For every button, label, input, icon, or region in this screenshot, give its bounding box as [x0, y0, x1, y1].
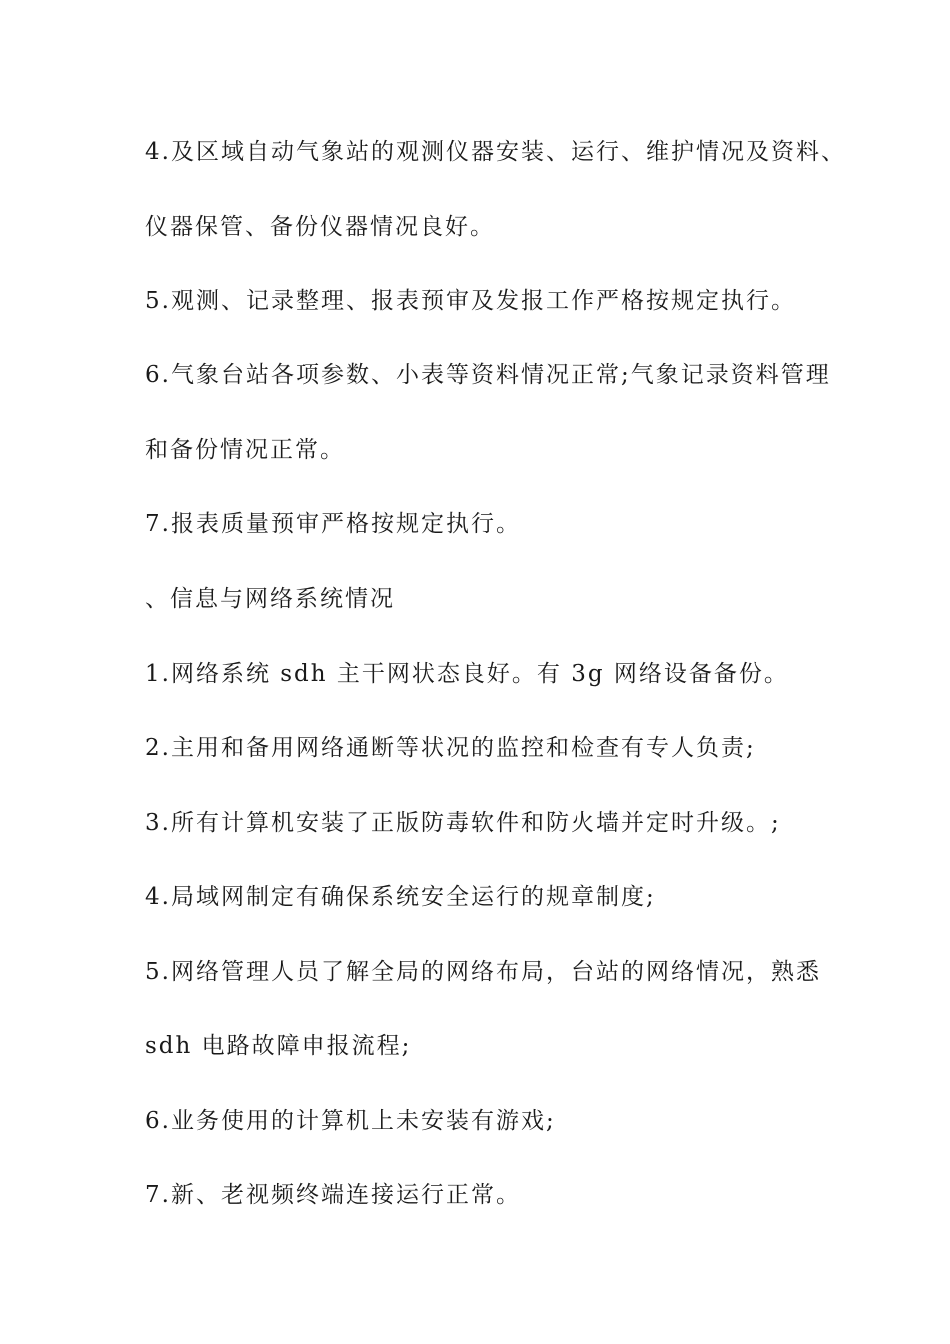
text-line-1: 4.及区域自动气象站的观测仪器安装、运行、维护情况及资料、: [145, 139, 846, 165]
text-line-12: 5.网络管理人员了解全局的网络布局，台站的网络情况，熟悉: [145, 959, 821, 985]
text-line-4: 6.气象台站各项参数、小表等资料情况正常;气象记录资料管理: [145, 362, 831, 388]
text-line-15: 7.新、老视频终端连接运行正常。: [145, 1182, 521, 1208]
section-heading: 、信息与网络系统情况: [145, 586, 395, 612]
text-line-13: sdh 电路故障申报流程;: [145, 1033, 412, 1059]
text-line-11: 4.局域网制定有确保系统安全运行的规章制度;: [145, 884, 656, 910]
text-line-10: 3.所有计算机安装了正版防毒软件和防火墙并定时升级。;: [145, 810, 781, 836]
text-line-8: 1.网络系统 sdh 主干网状态良好。有 3g 网络设备备份。: [145, 661, 789, 687]
text-line-6: 7.报表质量预审严格按规定执行。: [145, 511, 521, 537]
text-line-2: 仪器保管、备份仪器情况良好。: [145, 214, 495, 240]
text-line-5: 和备份情况正常。: [145, 437, 345, 463]
text-line-14: 6.业务使用的计算机上未安装有游戏;: [145, 1108, 556, 1134]
text-line-3: 5.观测、记录整理、报表预审及发报工作严格按规定执行。: [145, 288, 796, 314]
text-line-9: 2.主用和备用网络通断等状况的监控和检查有专人负责;: [145, 735, 756, 761]
